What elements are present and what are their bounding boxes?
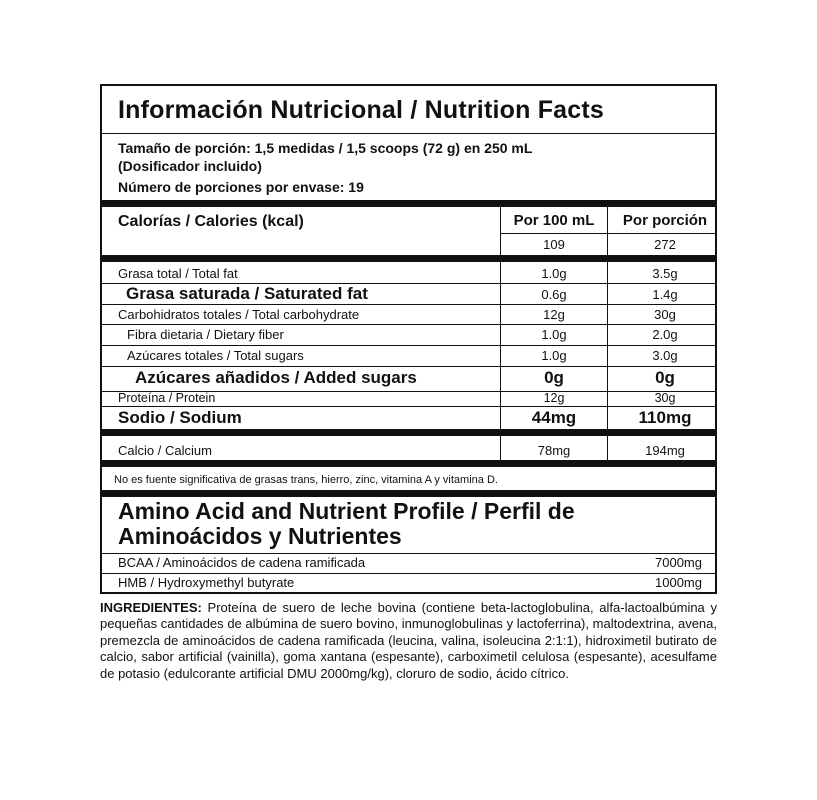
divider [102, 324, 715, 325]
serving-dispenser-note: (Dosificador incluido) [118, 158, 262, 174]
nutrient-name: Azúcares totales / Total sugars [127, 348, 304, 363]
thick-divider [102, 429, 715, 436]
nutrient-name: Grasa total / Total fat [118, 266, 238, 281]
divider [500, 233, 715, 234]
divider [102, 553, 715, 554]
nutrient-per-100ml: 1.0g [541, 348, 567, 363]
nutrient-per-serving: 30g [654, 307, 676, 322]
divider [102, 133, 715, 134]
nutrient-per-serving: 2.0g [652, 327, 678, 342]
nutrient-name: Grasa saturada / Saturated fat [126, 284, 368, 303]
nutrient-name: Proteína / Protein [118, 391, 216, 405]
nutrient-per-serving: 0g [655, 368, 675, 387]
nutrient-name: Azúcares añadidos / Added sugars [135, 368, 417, 387]
nutrient-per-serving: 110mg [638, 408, 692, 427]
column-divider [607, 436, 608, 460]
calories-per-serving: 272 [654, 237, 676, 252]
divider [102, 406, 715, 407]
nutrient-per-100ml: 0.6g [541, 287, 567, 302]
column-divider [607, 207, 608, 255]
nutrition-facts-label [100, 84, 717, 594]
footnote: No es fuente significativa de grasas trans, hierro, zinc, vitamina A y vitamina D. [114, 474, 498, 486]
label-title: Información Nutricional / Nutrition Facts [118, 96, 605, 124]
nutrient-per-100ml: 1.0g [541, 266, 567, 281]
column-divider [500, 207, 501, 255]
nutrient-name: Sodio / Sodium [118, 408, 242, 427]
nutrient-per-100ml: 44mg [531, 408, 577, 427]
column-divider [500, 436, 501, 460]
amino-row-value: 7000mg [655, 555, 702, 570]
amino-row-value: 1000mg [655, 575, 702, 590]
calcium-per-100ml: 78mg [537, 443, 571, 458]
nutrient-per-serving: 3.5g [652, 266, 678, 281]
calories-per-100ml: 109 [543, 237, 565, 252]
amino-profile-title: Amino Acid and Nutrient Profile / Perfil de Aminoácidos y Nutrientes [118, 498, 575, 549]
calcium-name: Calcio / Calcium [118, 443, 212, 458]
nutrient-name: Fibra dietaria / Dietary fiber [127, 327, 284, 342]
column-header-per-serving: Por porción [622, 212, 708, 229]
nutrient-per-serving: 30g [654, 391, 676, 405]
nutrient-per-100ml: 12g [543, 391, 565, 405]
ingredients-paragraph [100, 600, 717, 682]
calories-label: Calorías / Calories (kcal) [118, 213, 304, 230]
divider [102, 345, 715, 346]
ingredients-text: Proteína de suero de leche bovina (contiene beta-lactoglobulina, alfa-lactoalbúmina y pequeñas cantidades de albúmina de suero bovino, inmunoglobulinas y lactoferrina), maltodextrina, avena, premezcla de aminoácidos de cadena ramificada (leucina, valina, isoleucina 2:1:1), hidroximetil butirato de calcio, sabor artificial (vainilla), goma xantana (espesante), carboximetil celulosa (espesante), acesulfame de potasio (edulcorante artificial DMU 2000mg/kg), cloruro de sodio, ácido cítrico. [100, 600, 717, 681]
servings-per-container: Número de porciones por envase: 19 [118, 179, 364, 195]
ingredients-label: INGREDIENTES: [100, 600, 202, 615]
calcium-per-serving: 194mg [645, 443, 685, 458]
column-header-per-100ml: Por 100 mL [513, 212, 595, 229]
serving-size: Tamaño de porción: 1,5 medidas / 1,5 scoops (72 g) en 250 mL [118, 140, 533, 156]
divider [102, 304, 715, 305]
thick-divider [102, 490, 715, 497]
amino-row-name: HMB / Hydroxymethyl butyrate [118, 575, 295, 590]
thick-divider [102, 200, 715, 207]
nutrient-per-100ml: 0g [544, 368, 564, 387]
thick-divider [102, 460, 715, 467]
nutrient-per-100ml: 12g [543, 307, 565, 322]
nutrient-per-100ml: 1.0g [541, 327, 567, 342]
divider [102, 366, 715, 367]
nutrient-per-serving: 3.0g [652, 348, 678, 363]
nutrient-name: Carbohidratos totales / Total carbohydrate [118, 307, 360, 322]
divider [102, 573, 715, 574]
nutrient-per-serving: 1.4g [652, 287, 678, 302]
thick-divider [102, 255, 715, 262]
amino-row-name: BCAA / Aminoácidos de cadena ramificada [118, 555, 366, 570]
